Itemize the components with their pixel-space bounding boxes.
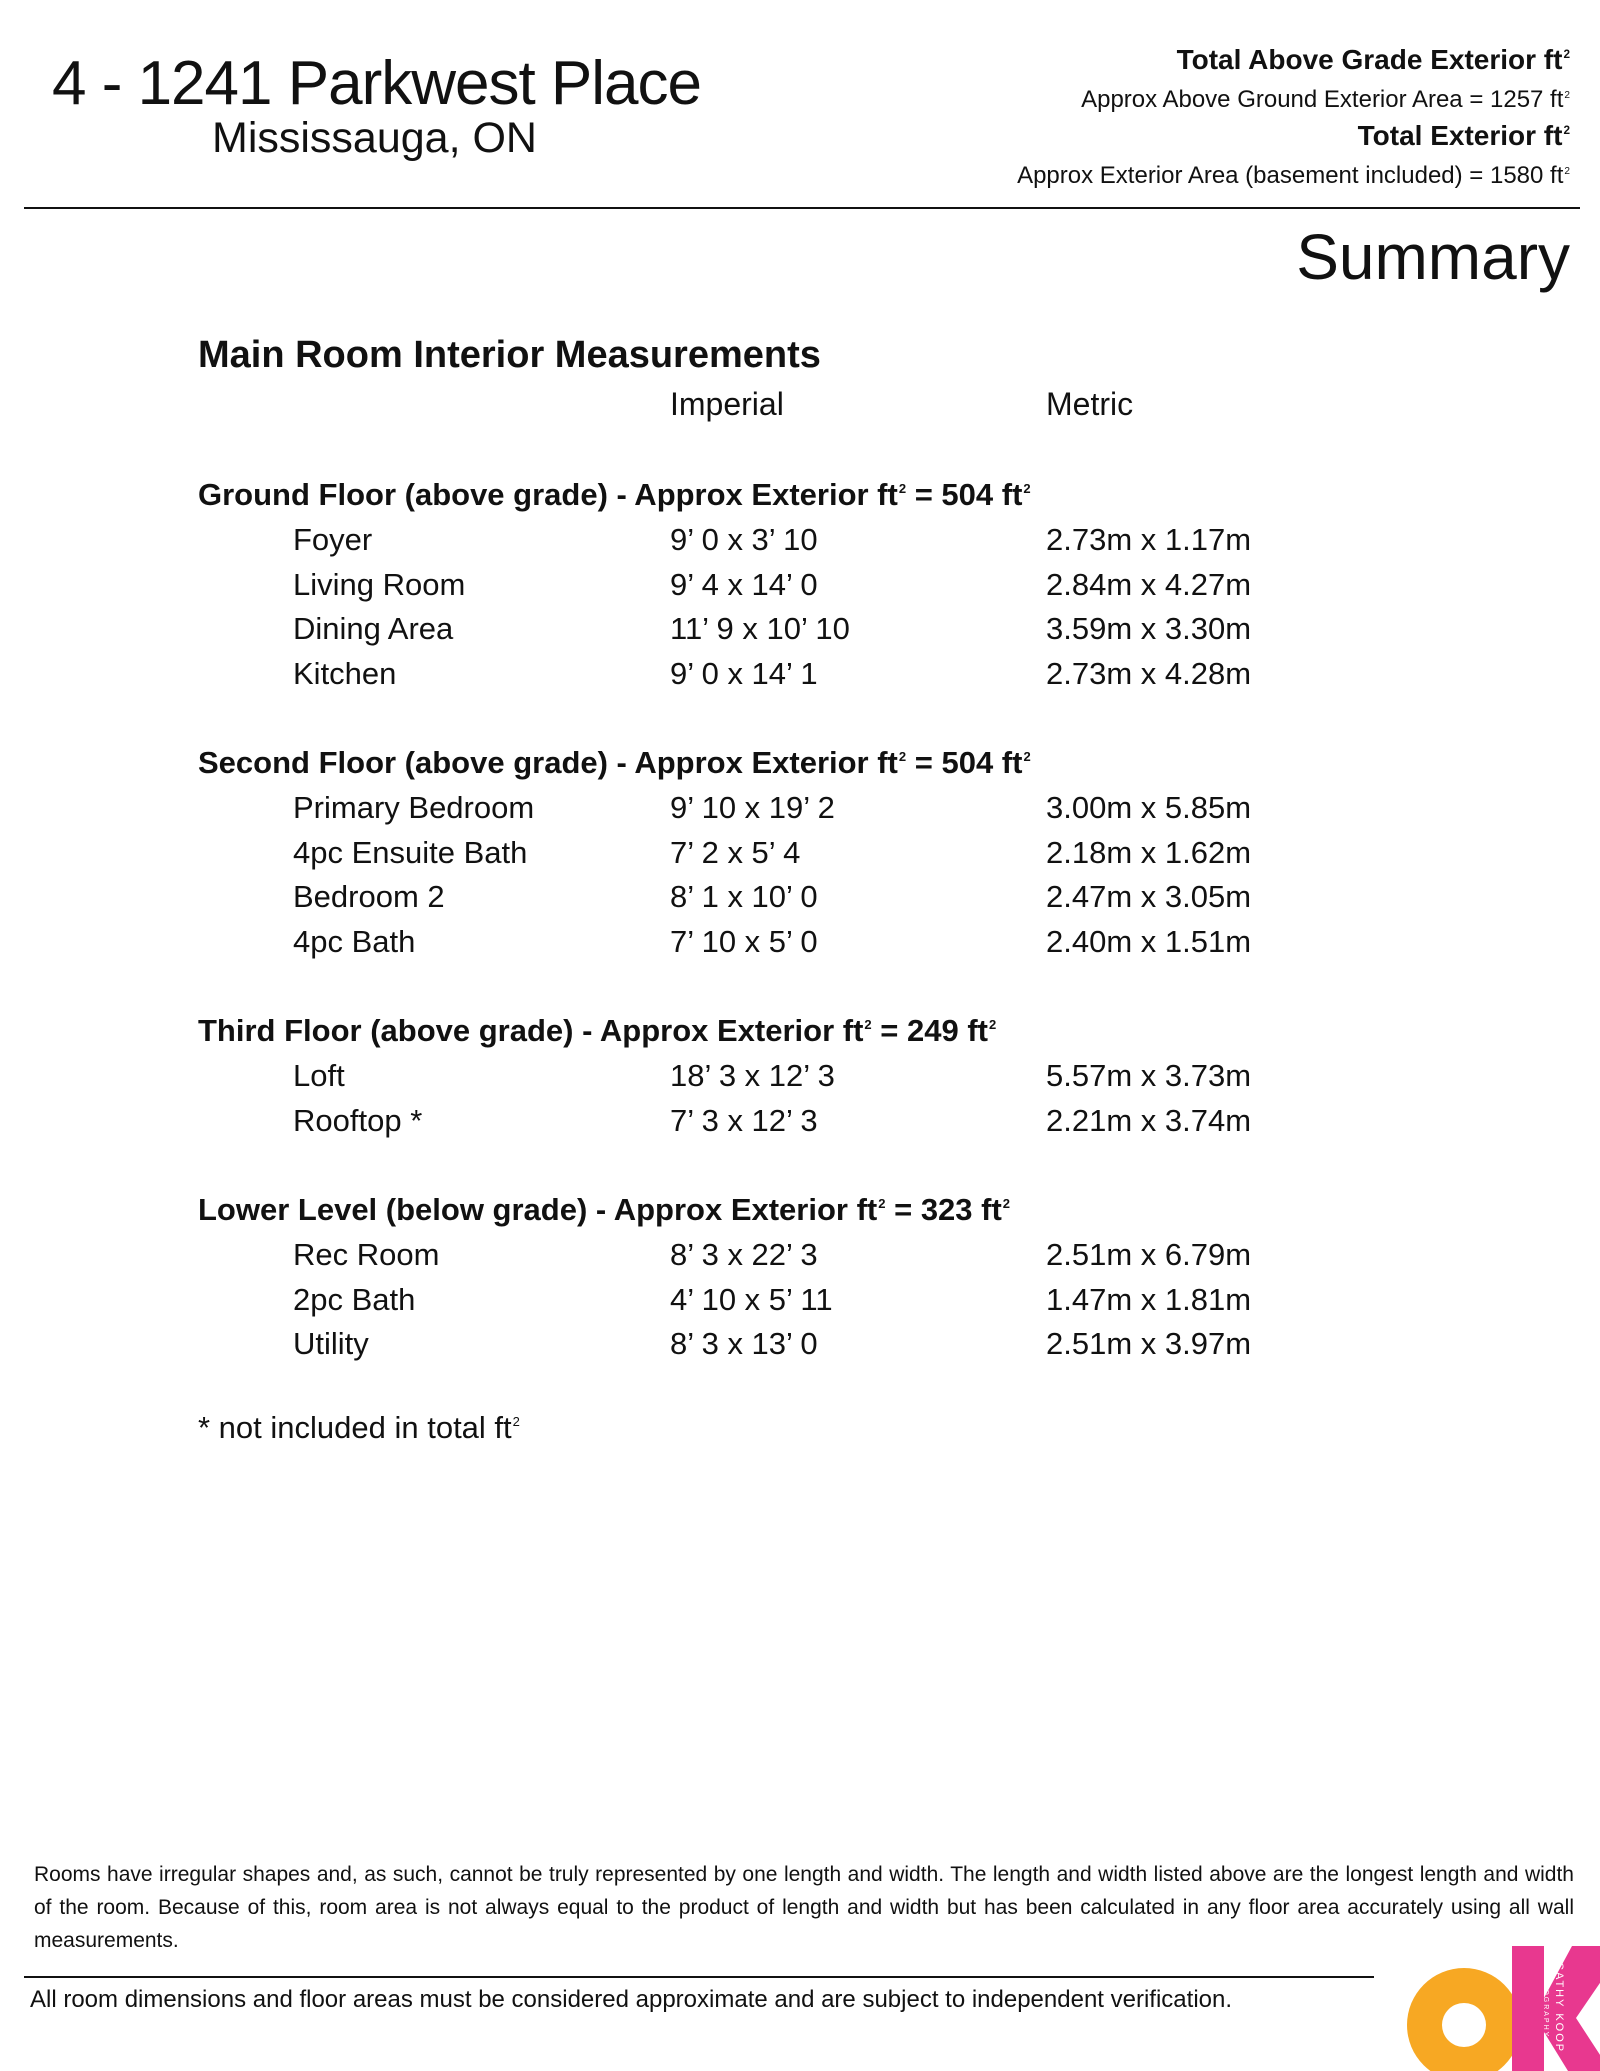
room-metric: 3.59m x 3.30m: [1046, 611, 1252, 647]
room-name: Rec Room: [293, 1237, 440, 1272]
room-metric: 2.21m x 3.74m: [1046, 1102, 1252, 1138]
ck-logo-graphic: [1392, 1940, 1600, 2071]
room-row: [198, 518, 1498, 563]
room-name: Primary Bedroom: [293, 790, 535, 825]
address-line-1: 4 - 1241 Parkwest Place: [52, 49, 702, 118]
summary-title: Summary: [1296, 221, 1570, 293]
room-imperial: 9’ 10 x 19’ 2: [670, 790, 835, 825]
footer-divider: [24, 1976, 1374, 1978]
floor-title: Second Floor (above grade) - Approx Exterior $ft^2 = 504$ $ft^2$: [198, 745, 1031, 780]
room-row: [198, 652, 1498, 697]
room-metric: 3.00m x 5.85m: [1046, 790, 1252, 825]
room-imperial: 4’ 10 x 5’ 11: [670, 1281, 833, 1317]
room-imperial: 8’ 3 x 13’ 0: [670, 1326, 818, 1362]
room-name: Kitchen: [293, 656, 397, 692]
room-name: Living Room: [293, 566, 466, 602]
floor-lower-level: [198, 1187, 1498, 1367]
floor-second: [198, 740, 1498, 965]
total-above-grade-heading: Total Above Grade Exterior $ft^2$: [1176, 44, 1570, 75]
room-metric: 2.73m x 1.17m: [1046, 522, 1252, 557]
room-imperial: 9’ 0 x 14’ 1: [670, 656, 818, 692]
room-metric: 2.18m x 1.62m: [1046, 834, 1252, 870]
room-name: Rooftop *: [293, 1102, 423, 1138]
room-row: [198, 1054, 1498, 1099]
room-imperial: 18’ 3 x 12’ 3: [670, 1058, 835, 1093]
section-title: Main Room Interior Measurements: [198, 334, 821, 376]
room-imperial: 11’ 9 x 10’ 10: [670, 611, 850, 647]
room-imperial: 9’ 4 x 14’ 0: [670, 566, 818, 602]
logo-o-hole: [1442, 2003, 1486, 2047]
logo-brand-text: CATHY KOOP: [1553, 1962, 1565, 2054]
room-imperial: 7’ 10 x 5’ 0: [670, 924, 818, 960]
disclaimer-paragraph: Rooms have irregular shapes and, as such, cannot be truly represented by one length and width. The length and width listed above are the longest length and width of the room. Because of this, room area is not always equal to the product of length and width but has been calculated in any floor area accurately using all wall measurements.: [34, 1863, 1574, 1952]
room-imperial: 8’ 1 x 10’ 0: [670, 879, 818, 915]
room-metric: 1.47m x 1.81m: [1046, 1281, 1252, 1317]
floor-title: Third Floor (above grade) - Approx Exterior $ft^2 = 249$ $ft^2$: [198, 1013, 997, 1048]
room-metric: 2.47m x 3.05m: [1046, 879, 1252, 915]
verification-disclaimer: All room dimensions and floor areas must be considered approximate and are subject to independent verification.: [30, 1986, 1233, 2013]
room-metric: 2.84m x 4.27m: [1046, 566, 1252, 602]
floor-title: Lower Level (below grade) - Approx Exterior $ft^2 = 323$ $ft^2$: [198, 1192, 1011, 1227]
room-row: [198, 1322, 1498, 1367]
room-name: 4pc Bath: [293, 924, 416, 960]
column-header-imperial: Imperial: [670, 386, 784, 422]
room-row: [198, 920, 1498, 965]
room-imperial: 8’ 3 x 22’ 3: [670, 1237, 818, 1272]
floor-title: Ground Floor (above grade) - Approx Exterior $ft^2 = 504$ $ft^2$: [198, 477, 1031, 512]
room-metric: 5.57m x 3.73m: [1046, 1058, 1252, 1093]
room-imperial: 7’ 2 x 5’ 4: [670, 834, 801, 870]
footnote: * not included in total $ft^2$: [198, 1410, 520, 1445]
total-exterior-heading: Total Exterior $ft^2$: [1357, 120, 1570, 151]
room-row: [198, 786, 1498, 831]
room-row: [198, 1233, 1498, 1278]
room-row: [198, 607, 1498, 652]
room-row: [198, 875, 1498, 920]
room-row: [198, 563, 1498, 608]
room-row: [198, 1278, 1498, 1323]
room-row: [198, 831, 1498, 876]
room-name: 2pc Bath: [293, 1281, 416, 1317]
room-name: Bedroom 2: [293, 879, 445, 915]
room-row: [198, 1099, 1498, 1144]
room-name: Dining Area: [293, 611, 454, 647]
floor-third: [198, 1008, 1498, 1143]
approx-exterior-area: Approx Exterior Area (basement included) = 1580 $ft^2$: [1017, 162, 1570, 189]
floor-ground: [198, 472, 1498, 697]
room-metric: 2.40m x 1.51m: [1046, 924, 1252, 960]
logo-sub-text: PHOTOGRAPHY: [1542, 1962, 1549, 2039]
room-name: Loft: [293, 1058, 345, 1093]
header-divider: [24, 207, 1580, 209]
room-name: Utility: [293, 1326, 369, 1362]
room-metric: 2.51m x 3.97m: [1046, 1326, 1252, 1362]
approx-above-ground-area: Approx Above Ground Exterior Area = 1257 $ft^2$: [1081, 86, 1570, 113]
room-metric: 2.51m x 6.79m: [1046, 1237, 1252, 1272]
room-metric: 2.73m x 4.28m: [1046, 656, 1252, 692]
address-line-2: Mississauga, ON: [212, 114, 537, 162]
room-imperial: 7’ 3 x 12’ 3: [670, 1102, 818, 1138]
room-imperial: 9’ 0 x 3’ 10: [670, 522, 818, 557]
room-name: Foyer: [293, 522, 373, 557]
ck-logo: [1392, 1940, 1600, 2071]
column-header-metric: Metric: [1046, 386, 1134, 422]
room-name: 4pc Ensuite Bath: [293, 834, 528, 870]
